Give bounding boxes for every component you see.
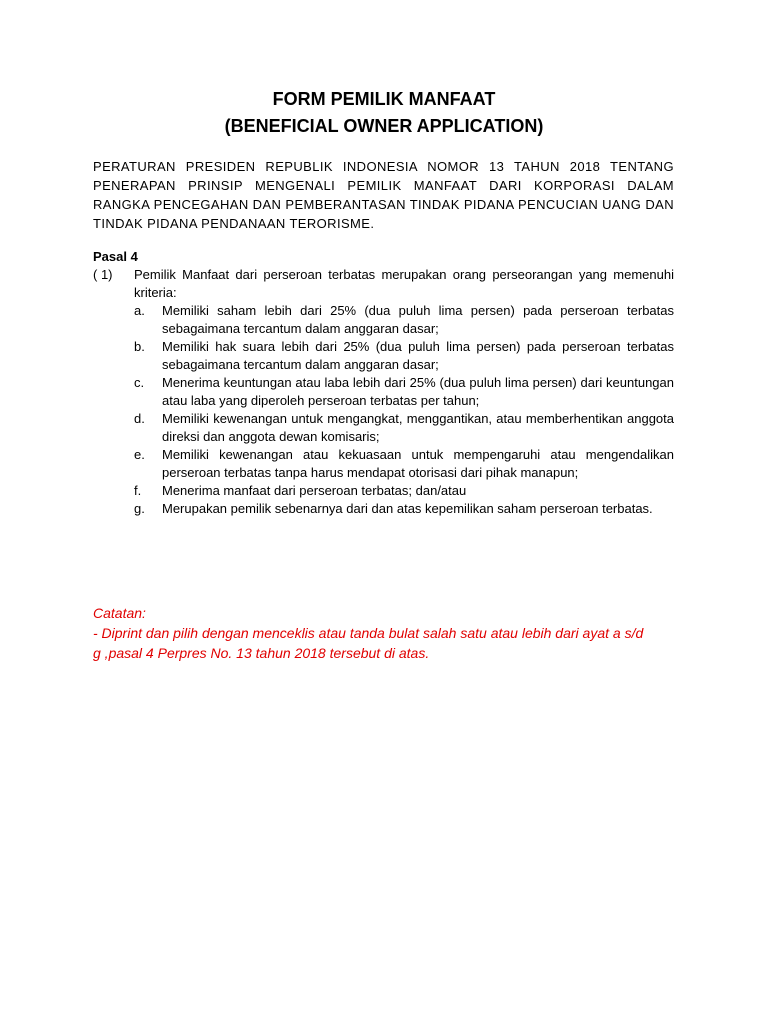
criteria-marker: g.: [134, 501, 145, 516]
criteria-text: Memiliki hak suara lebih dari 25% (dua puluh lima persen) pada perseroan terbatas sebagaimana tercantum dalam anggaran dasar;: [162, 339, 674, 372]
criteria-item: [134, 374, 674, 410]
ayat-text: Pemilik Manfaat dari perseroan terbatas merupakan orang perseorangan yang memenuhi kriteria:: [134, 267, 674, 300]
page-title: FORM PEMILIK MANFAAT: [272, 89, 496, 109]
pasal-heading: Pasal 4: [93, 249, 138, 264]
criteria-item: [134, 446, 674, 482]
criteria-marker: d.: [134, 411, 145, 426]
criteria-text: Menerima manfaat dari perseroan terbatas; dan/atau: [162, 483, 467, 498]
criteria-marker: c.: [134, 375, 145, 390]
criteria-text: Memiliki saham lebih dari 25% (dua puluh lima persen) pada perseroan terbatas sebagaimana tercantum dalam anggaran dasar;: [162, 303, 674, 336]
page-subtitle: (BENEFICIAL OWNER APPLICATION): [224, 116, 544, 136]
criteria-text: Menerima keuntungan atau laba lebih dari 25% (dua puluh lima persen) dari keuntungan atau laba yang diperoleh perseroan terbatas per tahun;: [162, 375, 674, 408]
ayat-number: ( 1): [93, 267, 113, 282]
criteria-marker: e.: [134, 447, 145, 462]
criteria-item: [134, 482, 674, 500]
criteria-list: [134, 302, 674, 518]
criteria-marker: f.: [134, 483, 142, 498]
criteria-item: [134, 302, 674, 338]
criteria-item: [134, 410, 674, 446]
note-text: - Diprint dan pilih dengan menceklis atau tanda bulat salah satu atau lebih dari ayat a s/d g ,pasal 4 Perpres No. 13 tahun 2018 tersebut di atas.: [93, 625, 644, 661]
criteria-text: Merupakan pemilik sebenarnya dari dan atas kepemilikan saham perseroan terbatas.: [162, 501, 653, 516]
note-label: Catatan:: [93, 605, 146, 621]
criteria-marker: b.: [134, 339, 145, 354]
criteria-text: Memiliki kewenangan untuk mengangkat, menggantikan, atau memberhentikan anggota direksi dan anggota dewan komisaris;: [162, 411, 674, 444]
criteria-item: [134, 500, 674, 518]
regulation-intro: PERATURAN PRESIDEN REPUBLIK INDONESIA NOMOR 13 TAHUN 2018 TENTANG PENERAPAN PRINSIP MENGENALI PEMILIK MANFAAT DARI KORPORASI DALAM RANGKA PENCEGAHAN DAN PEMBERANTASAN TINDAK PIDANA PENCUCIAN UANG DAN TINDAK PIDANA PENDANAAN TERORISME.: [93, 159, 674, 231]
criteria-marker: a.: [134, 303, 145, 318]
criteria-item: [134, 338, 674, 374]
criteria-text: Memiliki kewenangan atau kekuasaan untuk mempengaruhi atau mengendalikan perseroan terbatas tanpa harus mendapat otorisasi dari pihak manapun;: [162, 447, 674, 480]
